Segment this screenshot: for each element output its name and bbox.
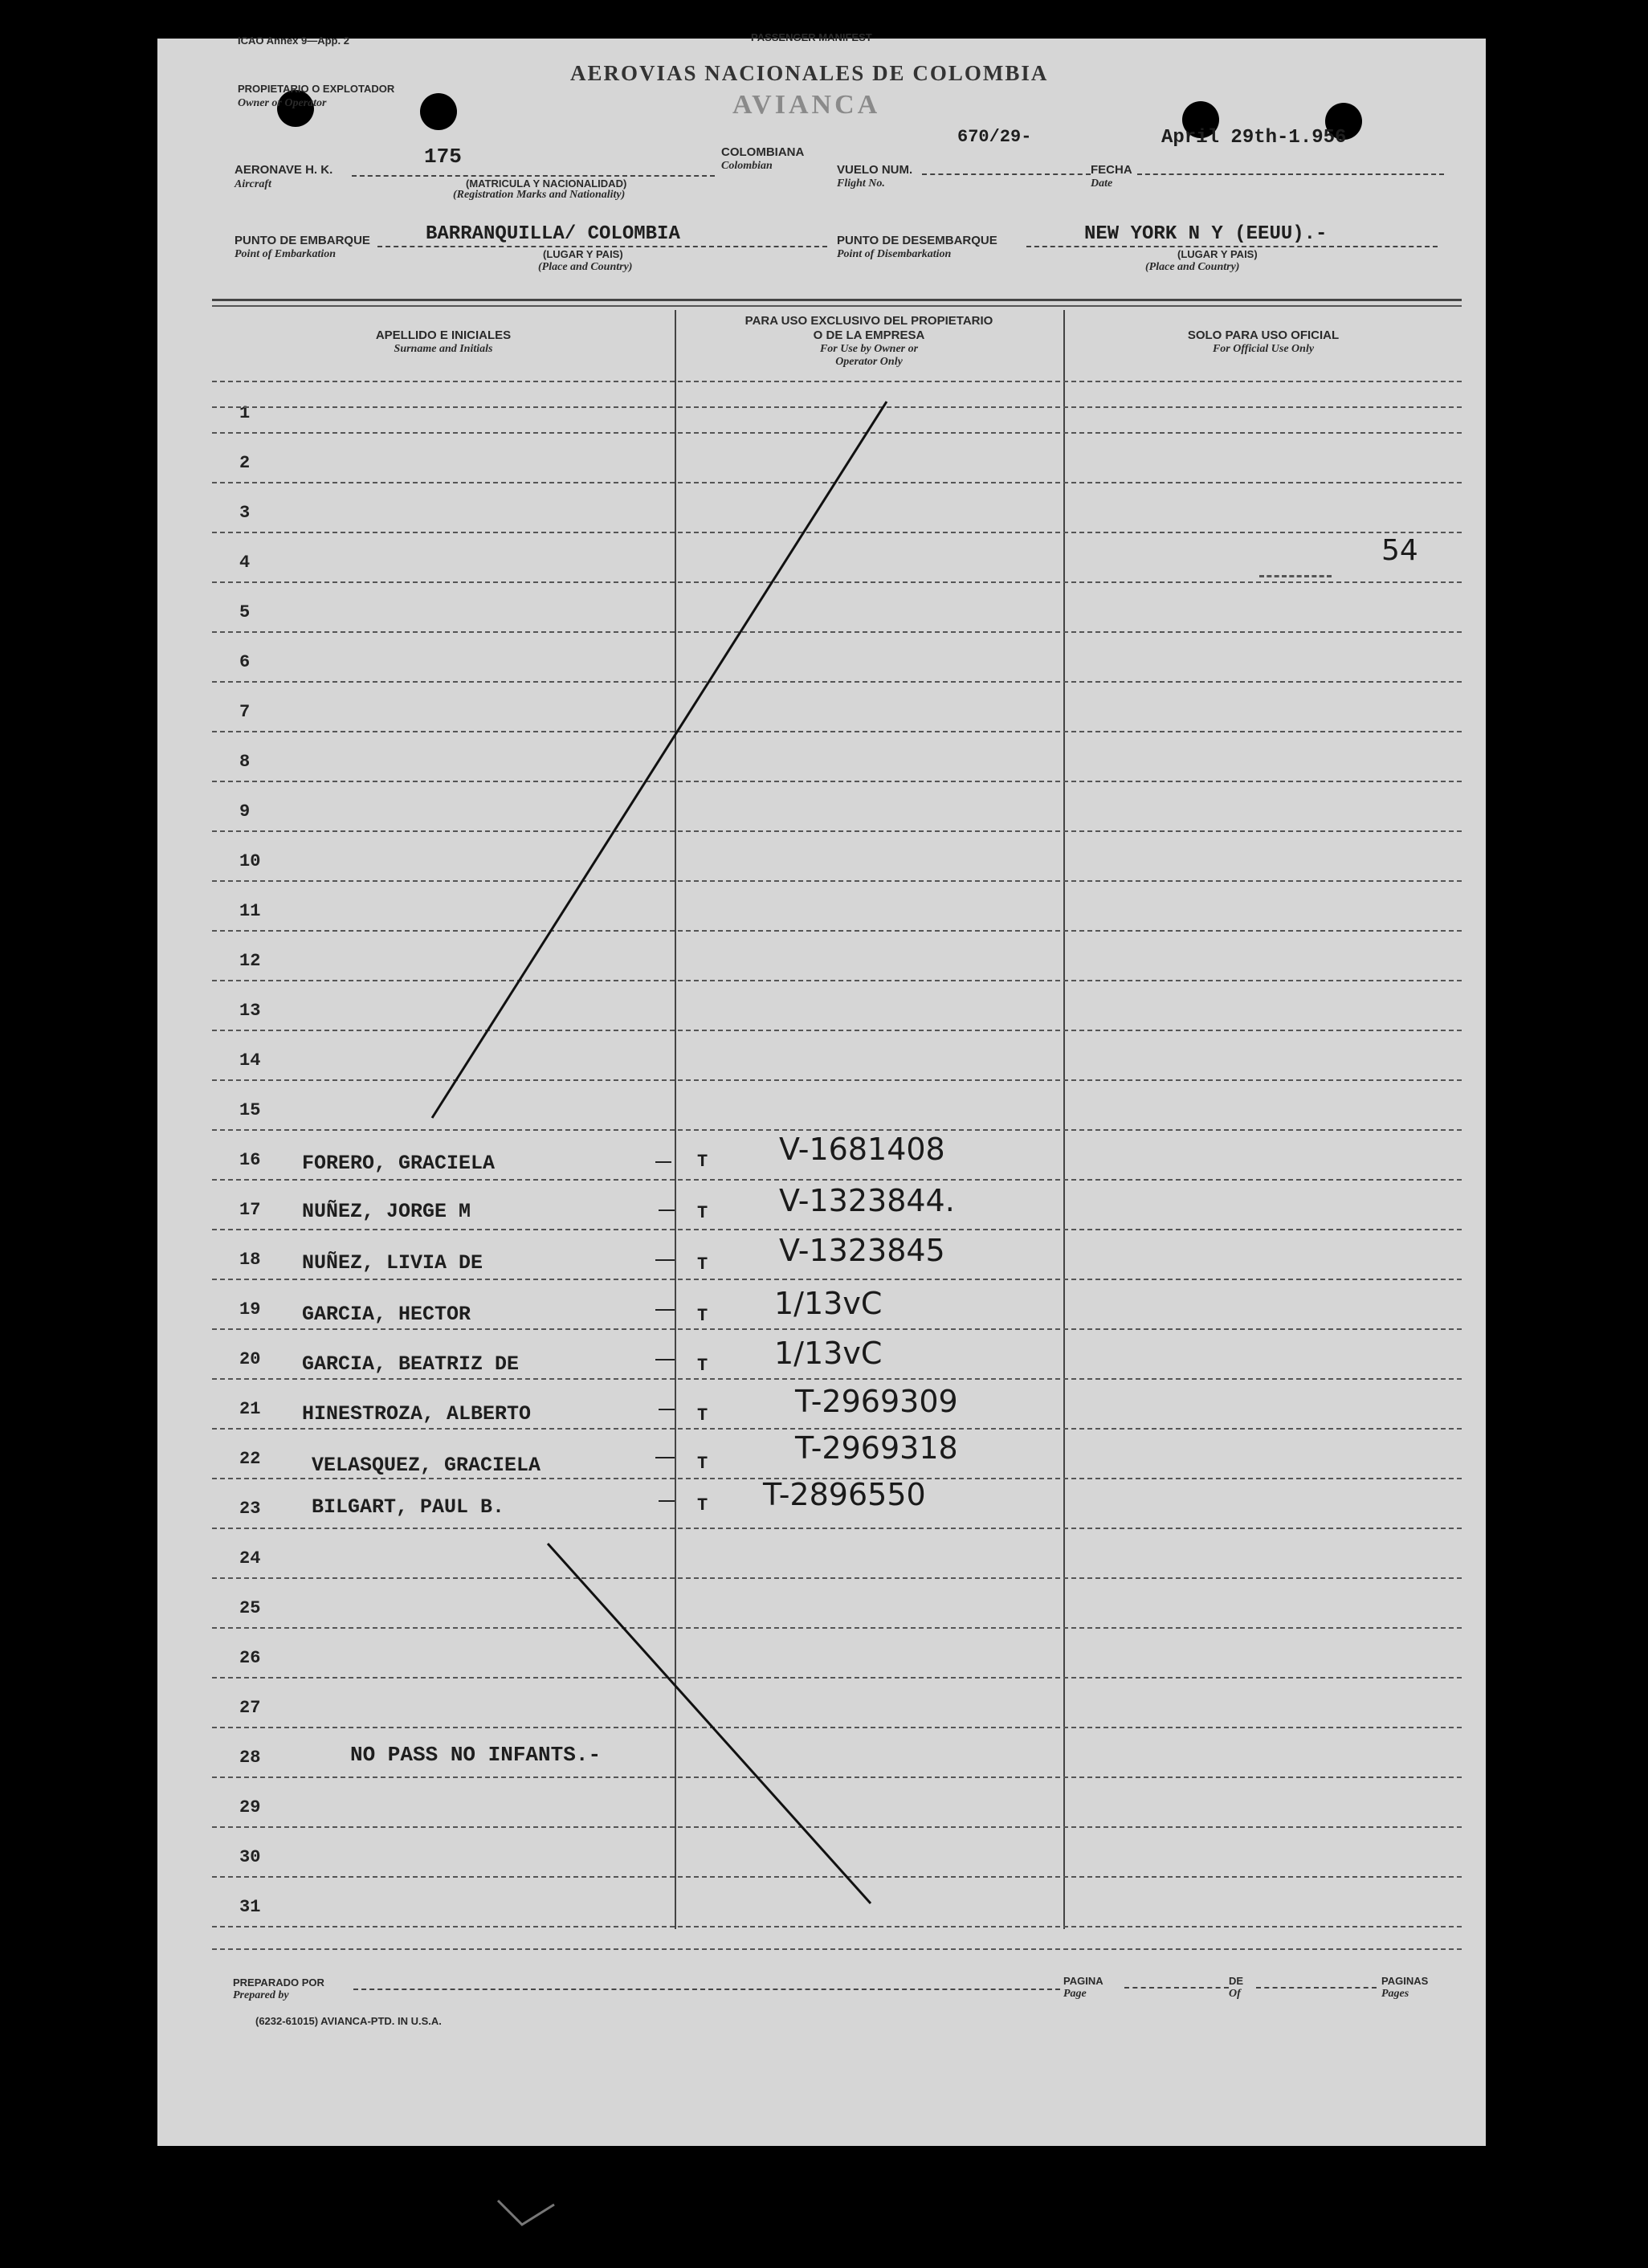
row-number: 12	[239, 951, 261, 971]
passenger-name: BILGART, PAUL B.	[312, 1495, 505, 1519]
passenger-code: T	[697, 1356, 708, 1376]
row-number: 23	[239, 1499, 261, 1519]
row-number: 7	[239, 702, 251, 722]
col-name-es: APELLIDO E INICIALES	[375, 328, 512, 342]
annex-label: ICAO Annex 9—App. 2	[238, 35, 349, 47]
pages-label: Pages	[1381, 1988, 1409, 2000]
embarkation-value: BARRANQUILLA/ COLOMBIA	[426, 223, 680, 245]
col-owner-en-1: For Use by Owner or	[819, 343, 919, 355]
owner-label: Owner or Operator	[238, 97, 327, 109]
passenger-code: T	[697, 1203, 708, 1223]
passenger-name: NUÑEZ, LIVIA DE	[302, 1251, 483, 1275]
row-number: 19	[239, 1299, 261, 1320]
row-number: 18	[239, 1250, 261, 1270]
flight-number: 670/29-	[957, 127, 1032, 147]
row-number: 26	[239, 1648, 261, 1668]
flight-label: Flight No.	[837, 177, 885, 190]
row-number: 2	[239, 453, 251, 473]
col-owner-es-1: PARA USO EXCLUSIVO DEL PROPIETARIO	[744, 314, 993, 328]
passenger-ticket: V-1323845	[779, 1233, 945, 1268]
row-number: 28	[239, 1748, 261, 1768]
date-label: Date	[1091, 177, 1113, 190]
row-number: 21	[239, 1399, 261, 1419]
disembarkation-label: Point of Disembarkation	[837, 248, 952, 260]
passenger-name: NUÑEZ, JORGE M	[302, 1200, 471, 1223]
date-value: April 29th-1.956	[1161, 127, 1347, 149]
pagina-label: PAGINA	[1063, 1975, 1103, 1987]
row-number: 9	[239, 802, 251, 822]
row-number: 17	[239, 1200, 261, 1220]
row-number: 1	[239, 403, 251, 423]
row-number: 29	[239, 1797, 261, 1817]
propietario-label: PROPIETARIO O EXPLOTADOR	[238, 83, 395, 95]
col-owner-es-2: O DE LA EMPRESA	[813, 328, 925, 342]
row-number: 30	[239, 1847, 261, 1867]
passenger-ticket: T-2969318	[795, 1430, 958, 1466]
airline-short: AVIANCA	[732, 90, 881, 120]
row-number: 13	[239, 1001, 261, 1021]
desembarque-label: PUNTO DE DESEMBARQUE	[837, 234, 997, 247]
embarkation-label: Point of Embarkation	[235, 248, 337, 260]
lugar-label-2: (LUGAR Y PAIS)	[1177, 248, 1258, 260]
col-name-en: Surname and Initials	[394, 343, 493, 355]
preparado-label: PREPARADO POR	[233, 1976, 324, 1989]
printer-label: (6232-61015) AVIANCA-PTD. IN U.S.A.	[255, 2015, 442, 2027]
official-note: 54	[1381, 534, 1418, 567]
col-official-es: SOLO PARA USO OFICIAL	[1187, 328, 1340, 342]
row-number: 22	[239, 1449, 261, 1469]
aircraft-label: Aircraft	[235, 178, 271, 190]
col-owner-en-2: Operator Only	[835, 356, 903, 368]
row-number: 25	[239, 1598, 261, 1618]
row-number: 24	[239, 1548, 261, 1568]
passenger-code: T	[697, 1152, 708, 1172]
registration-label: (Registration Marks and Nationality)	[453, 189, 626, 201]
passenger-ticket: T-2896550	[763, 1477, 926, 1512]
aircraft-number: 175	[424, 145, 462, 169]
page-label: Page	[1063, 1988, 1087, 2000]
manifest-title: PASSENGER MANIFEST	[751, 31, 872, 43]
nationality-en: Colombian	[721, 160, 773, 172]
row-number: 8	[239, 752, 251, 772]
place-label-2: (Place and Country)	[1145, 261, 1240, 273]
de-label: DE	[1229, 1975, 1244, 1987]
row-number: 15	[239, 1100, 261, 1120]
passenger-name: GARCIA, BEATRIZ DE	[302, 1352, 520, 1376]
passenger-ticket: 1/13vC	[774, 1286, 883, 1321]
passenger-code: T	[697, 1306, 708, 1326]
row-number: 31	[239, 1897, 261, 1917]
paginas-label: PAGINAS	[1381, 1975, 1429, 1987]
row-number: 10	[239, 851, 261, 871]
prepared-label: Prepared by	[233, 1989, 289, 2001]
passenger-code: T	[697, 1454, 708, 1474]
passenger-code: T	[697, 1495, 708, 1515]
passenger-ticket: V-1323844.	[779, 1183, 955, 1218]
row-number: 14	[239, 1050, 261, 1071]
passenger-name: GARCIA, HECTOR	[302, 1303, 471, 1326]
aeronave-label: AERONAVE H. K.	[235, 163, 333, 177]
passenger-ticket: V-1681408	[779, 1132, 945, 1167]
note-text: NO PASS NO INFANTS.-	[350, 1743, 602, 1767]
place-label: (Place and Country)	[538, 261, 633, 273]
row-number: 4	[239, 553, 251, 573]
row-number: 6	[239, 652, 251, 672]
row-number: 27	[239, 1698, 261, 1718]
vuelo-label: VUELO NUM.	[837, 163, 913, 177]
nationality-label: COLOMBIANA	[721, 145, 805, 159]
lugar-label: (LUGAR Y PAIS)	[543, 248, 623, 260]
passenger-ticket: 1/13vC	[774, 1336, 883, 1371]
passenger-name: FORERO, GRACIELA	[302, 1152, 496, 1175]
row-number: 20	[239, 1349, 261, 1369]
airline-name: AEROVIAS NACIONALES DE COLOMBIA	[570, 61, 1049, 85]
fecha-label: FECHA	[1091, 163, 1132, 177]
matricula-label: (MATRICULA Y NACIONALIDAD)	[466, 177, 627, 190]
row-number: 11	[239, 901, 261, 921]
passenger-code: T	[697, 1405, 708, 1426]
col-official-en: For Official Use Only	[1212, 343, 1315, 355]
passenger-name: VELASQUEZ, GRACIELA	[312, 1454, 541, 1477]
row-number: 16	[239, 1150, 261, 1170]
disembarkation-value: NEW YORK N Y (EEUU).-	[1084, 223, 1328, 245]
passenger-ticket: T-2969309	[795, 1384, 958, 1419]
embarque-label: PUNTO DE EMBARQUE	[235, 234, 370, 247]
passenger-code: T	[697, 1254, 708, 1275]
passenger-name: HINESTROZA, ALBERTO	[302, 1402, 532, 1426]
of-label: Of	[1229, 1988, 1241, 2000]
row-number: 5	[239, 602, 251, 622]
row-number: 3	[239, 503, 251, 523]
